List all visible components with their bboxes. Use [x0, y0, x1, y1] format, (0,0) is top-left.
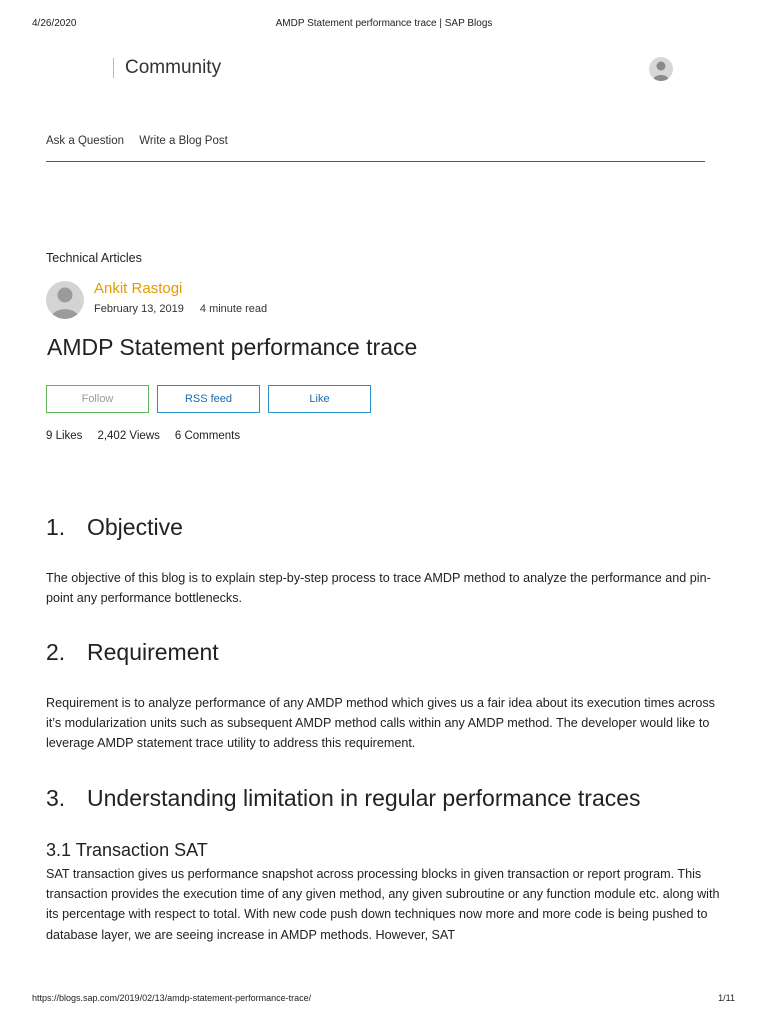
comments-count[interactable]: 6 Comments: [174, 430, 241, 442]
heading-number: 1.: [46, 514, 66, 540]
sat-paragraph: SAT transaction gives us performance snapshot across processing blocks in given transaction or report program. This transaction provides the execution time of any given method, any given subroutine or any function module etc. along with its percentage with respect to total. With new code push down techniques now more and more code is being pushed to database layer, we are seeing increase in AMDP methods. However, SAT: [46, 867, 720, 942]
person-icon: [46, 281, 84, 319]
follow-button[interactable]: Follow: [46, 385, 149, 413]
likes-count: 9 Likes: [46, 430, 83, 442]
heading-number: 2.: [46, 639, 66, 665]
read-time: 4 minute read: [199, 303, 268, 315]
print-url: https://blogs.sap.com/2019/02/13/amdp-statement-performance-trace/: [32, 993, 312, 1003]
print-date: 4/26/2020: [32, 18, 77, 29]
print-page-number: 1/11: [718, 993, 735, 1003]
top-nav: [46, 135, 240, 147]
user-avatar-icon[interactable]: [649, 57, 673, 81]
brand-divider: [113, 58, 114, 78]
heading-text: Understanding limitation in regular performance traces: [87, 785, 641, 811]
heading-text: Requirement: [87, 639, 219, 665]
heading-requirement: [46, 639, 219, 666]
nav-write-blog-post[interactable]: Write a Blog Post: [139, 135, 228, 147]
heading-number: 3.: [46, 785, 66, 811]
article-stats: [46, 430, 255, 442]
heading-limitation: [46, 785, 641, 812]
post-title: AMDP Statement performance trace: [47, 334, 418, 360]
community-link[interactable]: Community: [125, 57, 222, 78]
publish-date: February 13, 2019: [94, 303, 184, 315]
rss-feed-button[interactable]: RSS feed: [157, 385, 260, 413]
requirement-paragraph: Requirement is to analyze performance of any AMDP method which gives us a fair idea about its execution times across it’s modularization units such as subsequent AMDP method calls within any AMDP method. The developer would like to leverage AMDP statement trace utility to address this requirement.: [46, 696, 715, 751]
print-header: [0, 18, 768, 32]
print-page-title: AMDP Statement performance trace | SAP Blogs: [275, 18, 493, 29]
subheading-transaction-sat: 3.1 Transaction SAT: [46, 840, 208, 860]
article-meta: [94, 303, 267, 315]
print-footer: [0, 993, 768, 1007]
views-count: 2,402 Views: [97, 430, 160, 442]
heading-text: Objective: [87, 514, 183, 540]
nav-ask-question[interactable]: Ask a Question: [46, 135, 124, 147]
objective-paragraph: The objective of this blog is to explain step-by-step process to trace AMDP method to analyze the performance and pin-point any performance bottlenecks.: [46, 571, 711, 606]
nav-divider: [46, 161, 705, 162]
article-category[interactable]: Technical Articles: [46, 251, 142, 265]
like-button[interactable]: Like: [268, 385, 371, 413]
heading-objective: [46, 514, 183, 541]
author-name[interactable]: Ankit Rastogi: [94, 280, 183, 297]
